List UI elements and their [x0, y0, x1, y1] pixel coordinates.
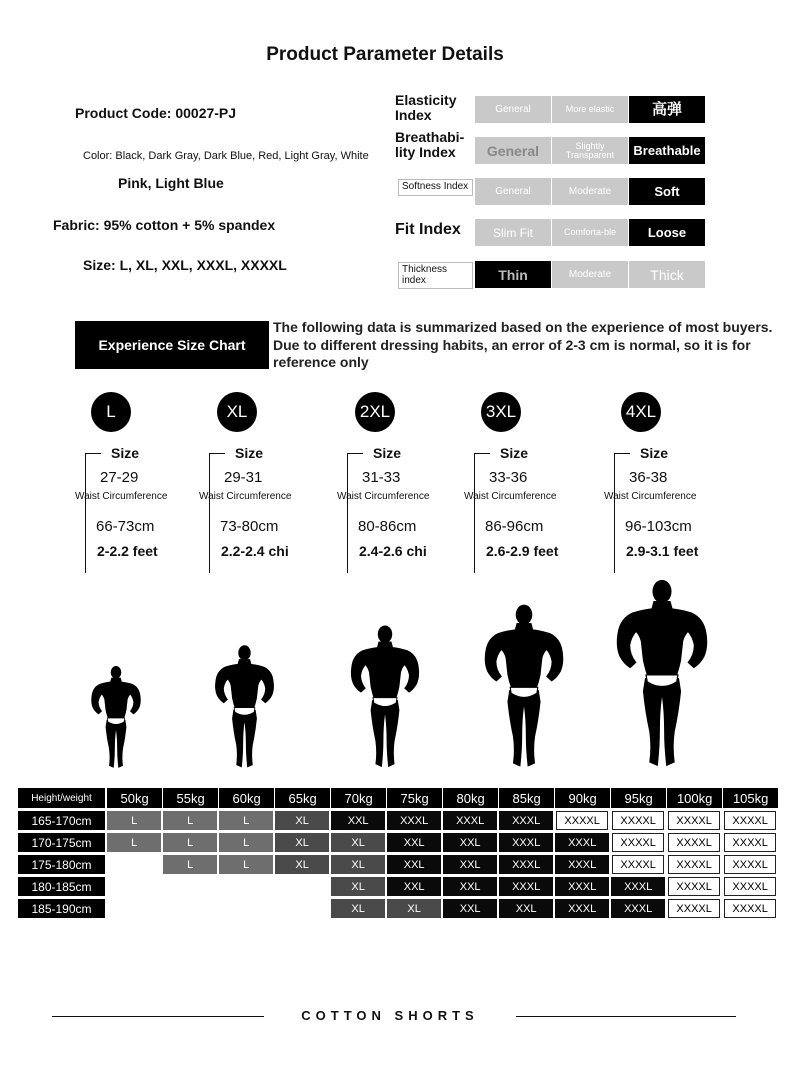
size-cell: XXXXL: [724, 811, 776, 830]
height-row-header: 170-175cm: [18, 833, 105, 852]
size-cell: XXL: [443, 899, 497, 918]
weight-header: 80kg: [443, 788, 498, 808]
color-list-line2: Pink, Light Blue: [118, 175, 224, 191]
size-range: 36-38: [629, 469, 668, 486]
size-cell: XXXXL: [724, 899, 776, 918]
param-option: 高弹: [629, 96, 705, 123]
size-cell: XL: [275, 855, 329, 874]
size-label: Size: [235, 445, 264, 461]
size-label: Size: [500, 445, 529, 461]
column-divider: [614, 453, 615, 573]
size-cell: XXXXL: [556, 811, 608, 830]
param-label: Fit Index: [395, 221, 461, 238]
column-divider: [474, 453, 475, 573]
param-option: Thick: [629, 261, 705, 288]
column-divider: [347, 453, 348, 573]
size-badge: XL: [217, 392, 257, 432]
size-cell: XXXL: [499, 833, 553, 852]
param-option: Breathable: [629, 137, 705, 164]
size-cell: XXL: [387, 855, 441, 874]
height-row-header: 180-185cm: [18, 877, 105, 896]
size-cell: L: [219, 855, 273, 874]
experience-note: The following data is summarized based on the experience of most buyers. Due to different dressing habits, an error of 2-3 cm is normal, so it is for reference only: [273, 319, 773, 370]
column-tick: [614, 453, 630, 454]
waist-cm: 73-80cm: [220, 518, 279, 535]
column-tick: [347, 453, 363, 454]
size-cell: L: [163, 855, 217, 874]
size-range: 33-36: [489, 469, 528, 486]
weight-header: 105kg: [723, 788, 778, 808]
page-title: Product Parameter Details: [266, 44, 504, 65]
size-cell: XXXL: [555, 899, 609, 918]
waist-feet: 2.9-3.1 feet: [626, 543, 699, 559]
size-cell: XXXXL: [724, 855, 776, 874]
size-badge: 3XL: [481, 392, 521, 432]
size-cell: XXXXL: [668, 833, 720, 852]
size-cell: XXXL: [443, 811, 497, 830]
size-range: 27-29: [100, 469, 139, 486]
weight-header: 85kg: [499, 788, 554, 808]
param-option: Slightly Transparent: [552, 137, 628, 164]
size-cell: L: [219, 811, 273, 830]
weight-header: 50kg: [107, 788, 162, 808]
param-label: Softness Index: [398, 179, 473, 196]
column-tick: [209, 453, 225, 454]
size-label: Size: [111, 445, 140, 461]
size-cell: L: [107, 833, 161, 852]
size-cell: XXXXL: [724, 833, 776, 852]
waist-label: Waist Circumference: [199, 491, 292, 502]
color-list-line1: Color: Black, Dark Gray, Dark Blue, Red, Light Gray, White: [83, 150, 369, 162]
param-option: Moderate: [552, 261, 628, 288]
param-option: Thin: [475, 261, 551, 288]
size-range: 31-33: [362, 469, 401, 486]
footer-title: COTTON SHORTS: [301, 1008, 479, 1023]
waist-label: Waist Circumference: [604, 491, 697, 502]
size-cell: XXL: [443, 855, 497, 874]
column-tick: [474, 453, 490, 454]
size-cell: XXXL: [611, 899, 665, 918]
waist-cm: 96-103cm: [625, 518, 692, 535]
size-cell: XXXXL: [724, 877, 776, 896]
param-option: General: [475, 178, 551, 205]
size-cell: XXXL: [555, 855, 609, 874]
waist-cm: 80-86cm: [358, 518, 417, 535]
size-cell: XXL: [499, 899, 553, 918]
size-cell: XXXL: [555, 877, 609, 896]
body-silhouette-icon: [210, 644, 279, 770]
param-option: Comforta-ble: [552, 219, 628, 246]
weight-header: 55kg: [163, 788, 218, 808]
waist-cm: 66-73cm: [96, 518, 155, 535]
weight-header: 90kg: [555, 788, 610, 808]
param-label: Elasticity Index: [395, 92, 457, 123]
param-label: Thickness index: [398, 262, 473, 289]
size-cell: XXXXL: [612, 833, 664, 852]
waist-feet: 2.2-2.4 chi: [221, 543, 289, 559]
product-code: Product Code: 00027-PJ: [75, 105, 237, 121]
param-option: Slim Fit: [475, 219, 551, 246]
size-cell: XXXXL: [668, 899, 720, 918]
size-cell: L: [163, 811, 217, 830]
size-cell: XXXXL: [668, 855, 720, 874]
waist-feet: 2-2.2 feet: [97, 543, 158, 559]
experience-size-chart-label: Experience Size Chart: [75, 321, 269, 369]
param-option: Loose: [629, 219, 705, 246]
waist-feet: 2.6-2.9 feet: [486, 543, 559, 559]
waist-feet: 2.4-2.6 chi: [359, 543, 427, 559]
column-divider: [85, 453, 86, 573]
size-cell: XL: [331, 899, 385, 918]
param-option: Moderate: [552, 178, 628, 205]
table-corner-header: Height/weight: [18, 788, 105, 808]
waist-label: Waist Circumference: [75, 491, 168, 502]
weight-header: 100kg: [667, 788, 722, 808]
weight-header: 65kg: [275, 788, 330, 808]
weight-header: 95kg: [611, 788, 666, 808]
param-option: Soft: [629, 178, 705, 205]
size-cell: XXXL: [555, 833, 609, 852]
footer-divider-right: [516, 1016, 736, 1017]
body-silhouette-icon: [478, 603, 570, 770]
size-cell: XXL: [387, 877, 441, 896]
footer-divider-left: [52, 1016, 264, 1017]
weight-header: 75kg: [387, 788, 442, 808]
size-badge: L: [91, 392, 131, 432]
size-cell: XL: [275, 811, 329, 830]
size-cell: XL: [387, 899, 441, 918]
param-label: Breathabi-lity Index: [395, 129, 465, 160]
size-badge: 2XL: [355, 392, 395, 432]
size-cell: XXL: [443, 833, 497, 852]
waist-label: Waist Circumference: [337, 491, 430, 502]
size-range: 29-31: [224, 469, 263, 486]
column-divider: [209, 453, 210, 573]
weight-header: 70kg: [331, 788, 386, 808]
size-cell: XXXL: [499, 811, 553, 830]
size-cell: XXXL: [499, 877, 553, 896]
param-option: General: [475, 96, 551, 123]
size-cell: XL: [275, 833, 329, 852]
size-cell: L: [219, 833, 273, 852]
size-cell: L: [163, 833, 217, 852]
size-cell: XXXL: [611, 877, 665, 896]
height-row-header: 165-170cm: [18, 811, 105, 830]
body-silhouette-icon: [609, 578, 715, 770]
body-silhouette-icon: [87, 665, 145, 770]
waist-cm: 86-96cm: [485, 518, 544, 535]
size-label: Size: [373, 445, 402, 461]
height-row-header: 185-190cm: [18, 899, 105, 918]
weight-header: 60kg: [219, 788, 274, 808]
size-cell: XXXXL: [612, 855, 664, 874]
body-silhouette-icon: [345, 624, 425, 770]
size-cell: L: [107, 811, 161, 830]
size-cell: XL: [331, 855, 385, 874]
height-row-header: 175-180cm: [18, 855, 105, 874]
size-spec: Size: L, XL, XXL, XXXL, XXXXL: [83, 257, 287, 273]
column-tick: [85, 453, 101, 454]
size-cell: XL: [331, 877, 385, 896]
size-cell: XXL: [387, 833, 441, 852]
size-cell: XXL: [443, 877, 497, 896]
fabric-spec: Fabric: 95% cotton + 5% spandex: [53, 217, 276, 233]
size-label: Size: [640, 445, 669, 461]
size-cell: XXXL: [387, 811, 441, 830]
size-cell: XXXXL: [668, 877, 720, 896]
param-option: More elastic: [552, 96, 628, 123]
size-cell: XXXXL: [612, 811, 664, 830]
size-cell: XXXXL: [668, 811, 720, 830]
waist-label: Waist Circumference: [464, 491, 557, 502]
size-cell: XXXL: [499, 855, 553, 874]
size-badge: 4XL: [621, 392, 661, 432]
size-cell: XXL: [331, 811, 385, 830]
size-cell: XL: [331, 833, 385, 852]
param-option: General: [475, 137, 551, 164]
